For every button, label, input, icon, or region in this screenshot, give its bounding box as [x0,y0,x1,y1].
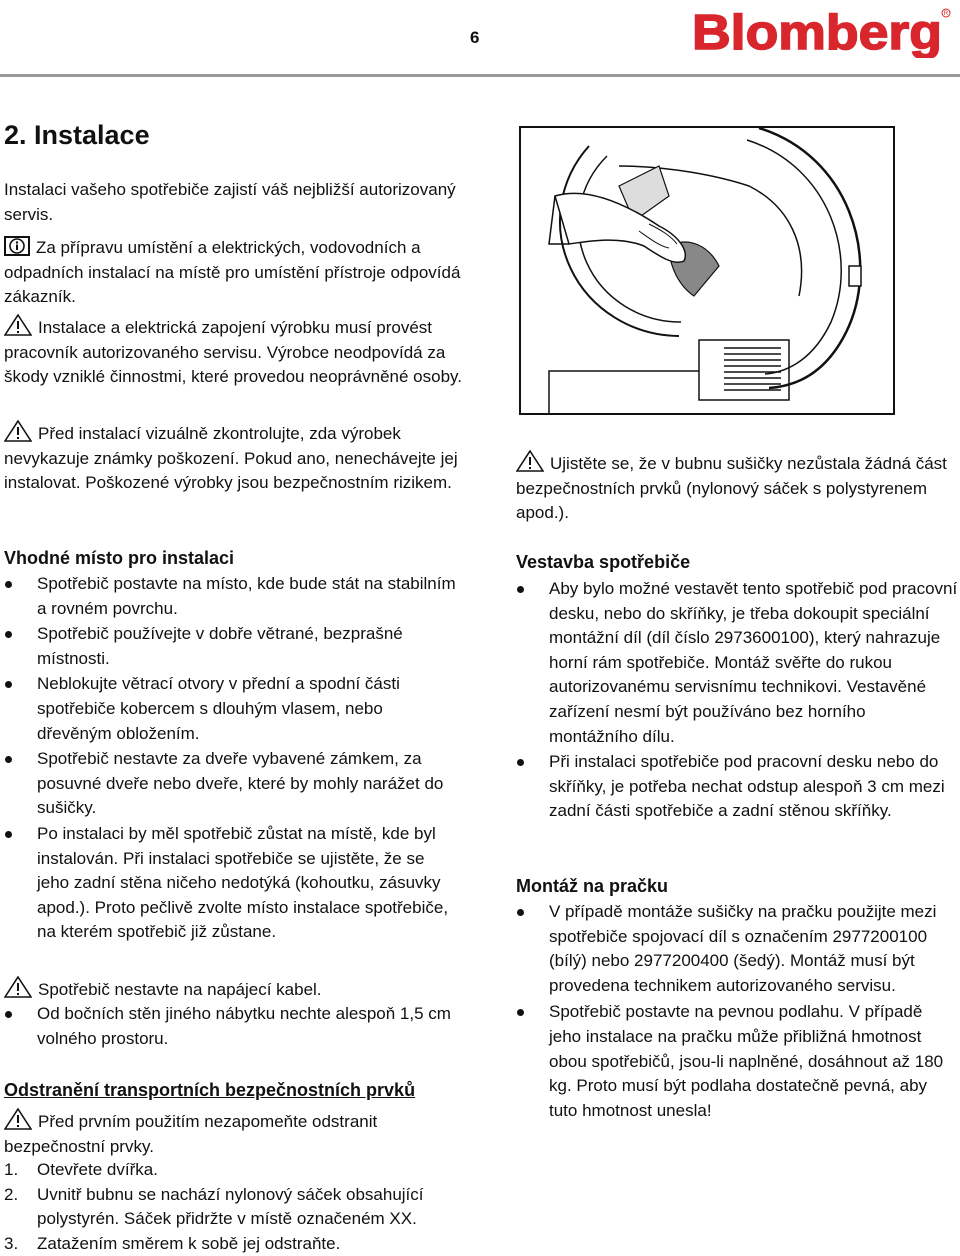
warning-installation-text: Instalace a elektrická zapojení výrobku musí provést pracovník autorizovaného servisu. Výrobce neodpovídá za škody vzniklé činnostmi, které provedou neoprávněné osoby. [4,318,462,387]
warning-icon [4,420,32,442]
list-item: Spotřebič postavte na místo, kde bude stát na stabilním a rovném povrchu. [4,572,460,621]
placement-list [4,572,460,945]
step-item [4,1232,460,1256]
list-item: Spotřebič používejte v dobře větrané, bezprašné místnosti. [4,622,460,671]
builtin-heading: Vestavba spotřebiče [516,552,691,572]
list-item: Spotřebič nestavte za dveře vybavené zámkem, za posuvné dveře nebo dveře, které by mohly narážet do sušičky. [4,747,460,821]
intro-text: Instalaci vašeho spotřebiče zajistí váš nejbližší autorizovaný servis. [4,180,456,224]
warning-transport-text: Před prvním použitím nezapomeňte odstranit bezpečnostní prvky. [4,1112,378,1156]
placement-heading: Vhodné místo pro instalaci [4,548,235,568]
placement-list-last [4,1002,460,1051]
list-item: Od bočních stěn jiného nábytku nechte alespoň 1,5 cm volného prostoru. [4,1002,460,1051]
warning-icon [4,314,32,336]
warning-note-drum [516,450,956,526]
warning-icon [516,450,544,472]
svg-text:R: R [943,11,949,18]
warning-drum-text: Ujistěte se, že v bubnu sušičky nezůstala žádná část bezpečnostních prvků (nylonový sáček s polystyrenem apod.). [516,454,947,523]
step-text: Otevřete dvířka. [37,1160,158,1179]
step-item [4,1158,460,1183]
warning-note-installation [4,314,464,390]
warning-note-cable [4,976,460,1003]
step-text: Zatažením směrem k sobě jej odstraňte. [37,1233,341,1253]
section-title: 2. Instalace [4,120,150,150]
warning-note-transport [4,1108,460,1159]
warning-icon [4,976,32,998]
list-item: Po instalaci by měl spotřebič zůstat na místě, kde byl instalován. Při instalaci spotřebiče se ujistěte, že se jeho zadní stěna ničeho nedotýká (kohoutku, zásuvky apod.). Proto pečlivě zvolte místo instalace spotřebiče, na kterém spotřebič již zůstane. [4,822,460,945]
transport-heading: Odstranění transportních bezpečnostních prvků [4,1080,416,1100]
list-item: Při instalaci spotřebiče pod pracovní desku nebo do skříňky, je potřeba nechat odstup alespoň 3 cm mezi zadní části spotřebiče a zadní stěnou skříňky. [516,750,958,824]
step-text: Uvnitř bubnu se nachází nylonový sáček obsahující polystyrén. Sáček přidržte v místě označeném XX. [37,1184,424,1229]
step-item [4,1183,460,1232]
info-icon [4,236,30,256]
dryer-door-illustration [519,126,895,415]
warning-note-inspection [4,420,464,496]
info-note [4,236,464,310]
list-item: Neblokujte větrací otvory v přední a spodní části spotřebiče kobercem s dlouhým vlasem, nebo dřevěným obložením. [4,672,460,746]
list-item: Spotřebič postavte na pevnou podlahu. V případě jeho instalace na pračku může přibližná hmotnost obou spotřebičů, jsou-li naplněné, dosáhnout až 180 kg. Proto musí být podlaha dostatečně pevná, aby tuto hmotnost unesla! [516,1000,958,1123]
info-note-text: Za přípravu umístění a elektrických, vodovodních a odpadních instalací na místě pro umístění přístroje odpovídá zákazník. [4,238,461,307]
step-number: 2. [4,1184,19,1204]
builtin-list [516,577,958,824]
page-number: 6 [470,28,480,47]
svg-text:Blomberg: Blomberg [692,6,942,58]
list-item: Aby bylo možné vestavět tento spotřebič pod pracovní desku, nebo do skříňky, je třeba dokoupit speciální montážní díl (díl číslo 2973600100), který nahrazuje horní rám spotřebiče. Montáž svěřte do rukou autorizovanému servisnímu technikovi. Vestavěné zařízení nesmí být používáno bez horního montážního dílu. [516,577,958,749]
washer-list [516,900,958,1123]
blomberg-logo [690,6,952,58]
header-rule [0,74,960,77]
step-number: 3. [4,1233,19,1253]
washer-heading: Montáž na pračku [516,876,669,896]
warning-cable-text: Spotřebič nestavte na napájecí kabel. [38,980,322,999]
transport-steps [4,1158,460,1256]
warning-inspection-text: Před instalací vizuálně zkontrolujte, zda výrobek nevykazuje známky poškození. Pokud ano, nenechávejte jej instalovat. Poškozené výrobky jsou bezpečnostním rizikem. [4,424,458,493]
warning-icon [4,1108,32,1130]
step-number: 1. [4,1160,19,1179]
list-item: V případě montáže sušičky na pračku použijte mezi spotřebiče spojovací díl s označením 2977200100 (bílý) nebo 2977200400 (šedý). Montáž musí být provedena technikem autorizovaného servisu. [516,900,958,998]
